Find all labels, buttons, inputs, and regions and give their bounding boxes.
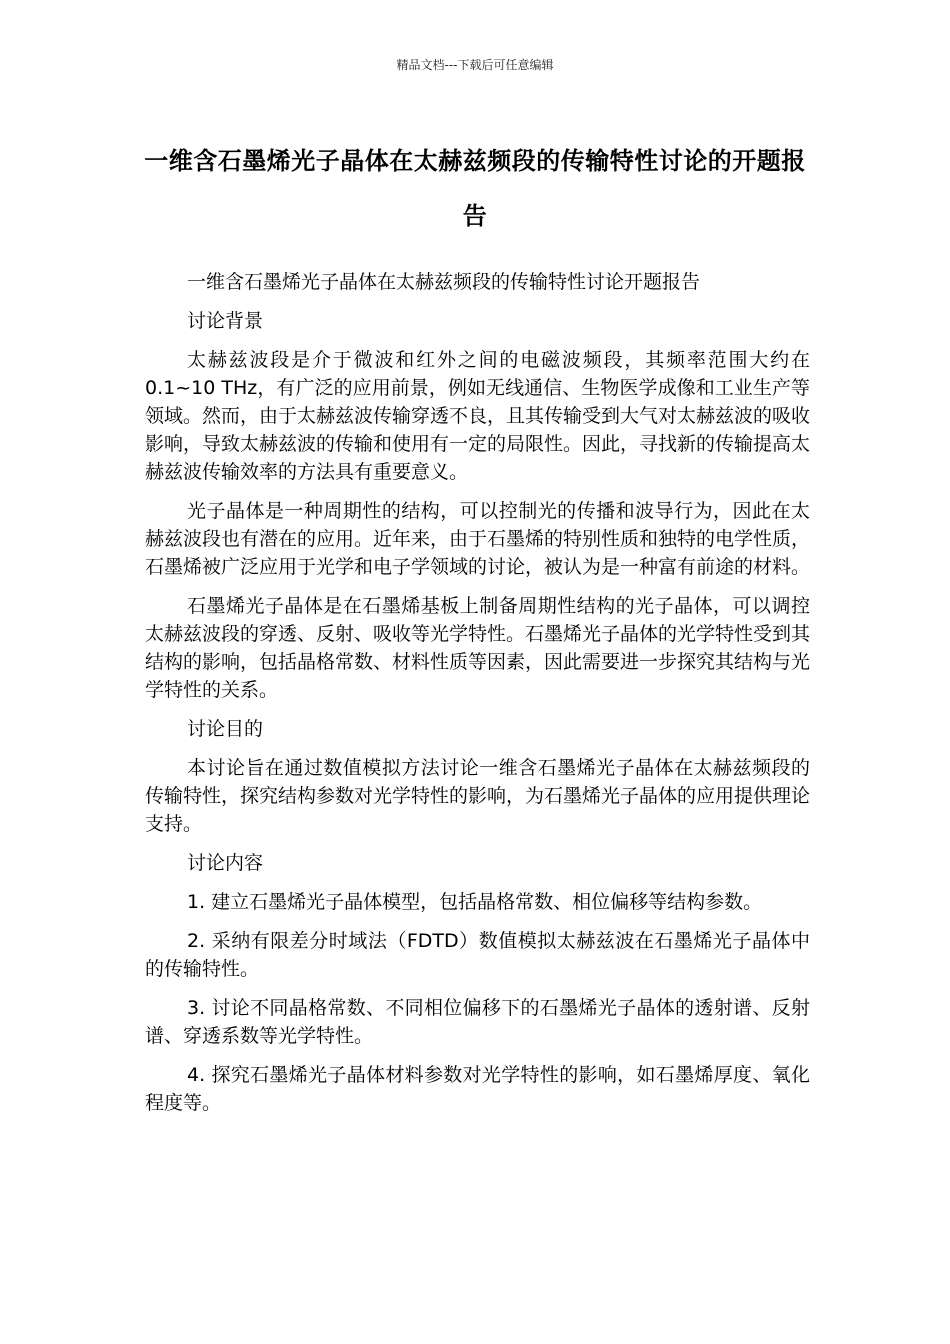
list-item-4: 4. 探究石墨烯光子晶体材料参数对光学特性的影响，如石墨烯厚度、氧化程度等。: [145, 1064, 810, 1114]
page-header-note: 精品文档---下载后可任意编辑: [396, 58, 554, 72]
section-heading-content: 讨论内容: [187, 852, 264, 874]
paragraph-photonic-crystal: 光子晶体是一种周期性的结构，可以控制光的传播和波导行为，因此在太赫兹波段也有潜在的应用。近年来，由于石墨烯的特别性质和独特的电学性质，石墨烯被广泛应用于光学和电子学领域的讨论，被认为是一种富有前途的材料。: [145, 500, 811, 578]
paragraph-purpose: 本讨论旨在通过数值模拟方法讨论一维含石墨烯光子晶体在太赫兹频段的传输特性，探究结构参数对光学特性的影响，为石墨烯光子晶体的应用提供理论支持。: [145, 757, 811, 835]
subtitle-paragraph: 一维含石墨烯光子晶体在太赫兹频段的传输特性讨论开题报告: [187, 271, 701, 293]
section-heading-background: 讨论背景: [187, 310, 264, 332]
list-item-3: 3. 讨论不同晶格常数、不同相位偏移下的石墨烯光子晶体的透射谱、反射谱、穿透系数等光学特性。: [145, 997, 810, 1047]
document-body: [145, 268, 810, 1128]
section-heading-purpose: 讨论目的: [187, 718, 264, 740]
paragraph-graphene-photonic-crystal: 石墨烯光子晶体是在石墨烯基板上制备周期性结构的光子晶体，可以调控太赫兹波段的穿透、反射、吸收等光学特性。石墨烯光子晶体的光学特性受到其结构的影响，包括晶格常数、材料性质等因素，因此需要进一步探究其结构与光学特性的关系。: [145, 595, 811, 701]
document-title: 一维含石墨烯光子晶体在太赫兹频段的传输特性讨论的开题报告: [144, 147, 806, 230]
list-item-1: 1. 建立石墨烯光子晶体模型，包括晶格常数、相位偏移等结构参数。: [187, 891, 763, 913]
list-item-2: 2. 采纳有限差分时域法（FDTD）数值模拟太赫兹波在石墨烯光子晶体中的传输特性。: [145, 930, 810, 980]
paragraph-terahertz-background: 太赫兹波段是介于微波和红外之间的电磁波频段，其频率范围大约在 0.1~10 THz，有广泛的应用前景，例如无线通信、生物医学成像和工业生产等领域。然而，由于太赫兹波传输穿透不良，且其传输受到大气对太赫兹波的吸收影响，导致太赫兹波的传输和使用有一定的局限性。因此，寻找新的传输提高太赫兹波传输效率的方法具有重要意义。: [145, 349, 811, 483]
